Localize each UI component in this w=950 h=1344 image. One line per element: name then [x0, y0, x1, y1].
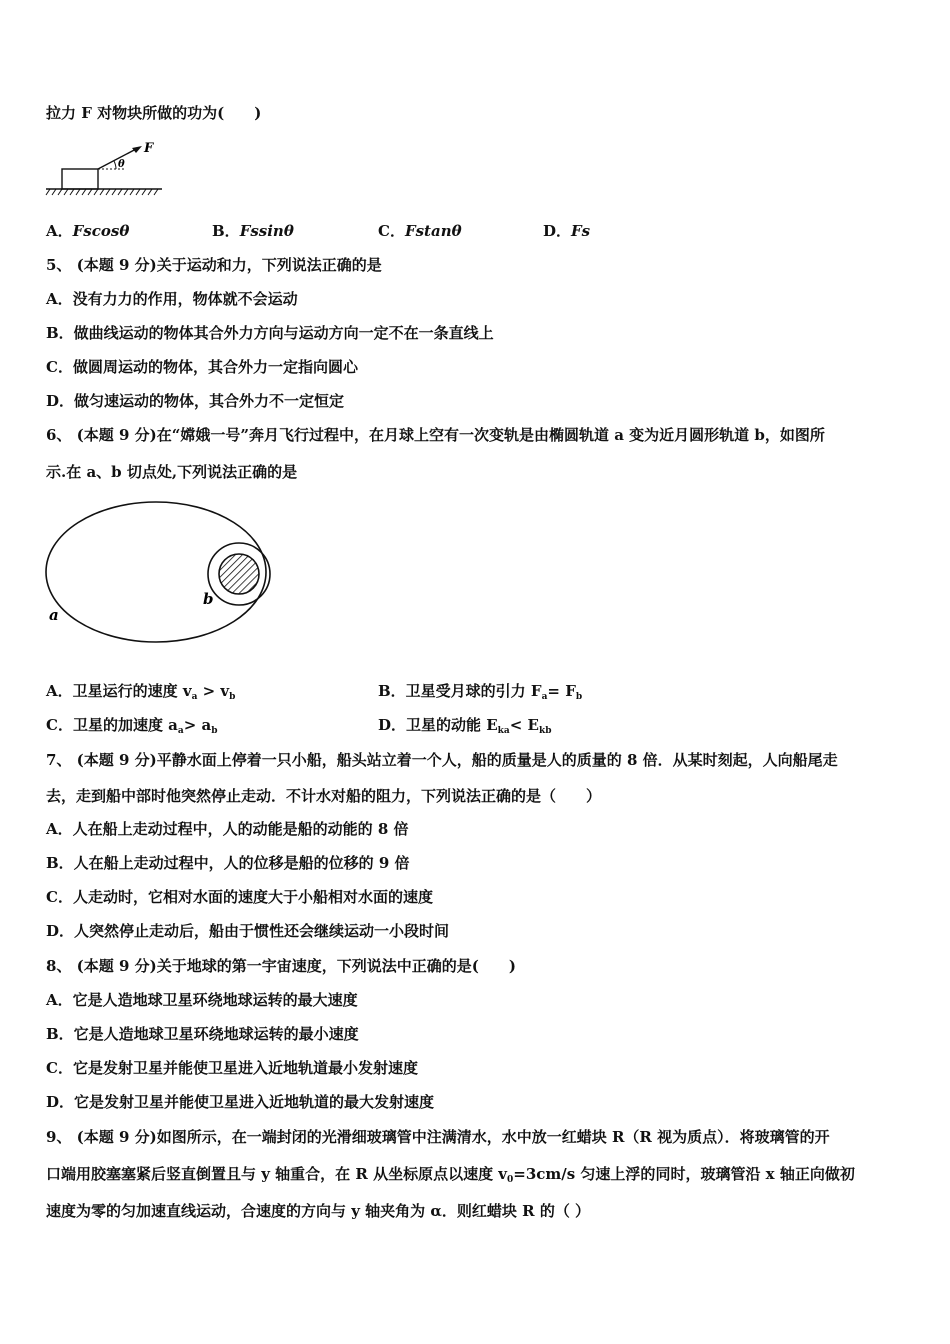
q7-option-a: A．人在船上走动过程中，人的动能是船的动能的 8 倍	[46, 820, 409, 838]
q4-option-c: C．Fstanθ	[378, 222, 462, 240]
q4-stem: 拉力 F 对物块所做的功为( )	[46, 104, 262, 122]
q5-option-b: B．做曲线运动的物体其合外力方向与运动方向一定不在一条直线上	[46, 324, 494, 342]
force-label: F	[144, 141, 154, 156]
q5-option-c: C．做圆周运动的物体，其合外力一定指向圆心	[46, 358, 358, 376]
block-force-figure	[44, 138, 168, 198]
q6-stem-line2: 示.在 a、b 切点处,下列说法正确的是	[46, 463, 298, 481]
q8-option-b: B．它是人造地球卫星环绕地球运转的最小速度	[46, 1025, 359, 1043]
q9-stem-line2: 口端用胶塞塞紧后竖直倒置且与 y 轴重合，在 R 从坐标原点以速度 $v_0=3cm/s$ 匀速上浮的同时，玻璃管沿 x 轴正向做初	[46, 1165, 855, 1185]
q6-option-b: B．卫星受月球的引力 $F_a= F_b$	[378, 682, 583, 702]
q6-option-d: D．卫星的动能 $E_{ka}< E_{kb}$	[378, 716, 552, 736]
q8-stem: 8、 (本题 9 分)关于地球的第一宇宙速度，下列说法中正确的是( )	[46, 957, 516, 975]
q9-stem-line1: 9、 (本题 9 分)如图所示，在一端封闭的光滑细玻璃管中注满清水，水中放一红蜡块 R（R 视为质点）．将玻璃管的开	[46, 1128, 830, 1146]
q7-option-d: D．人突然停止走动后，船由于惯性还会继续运动一小段时间	[46, 922, 450, 940]
orbit-a-label: a	[49, 606, 59, 624]
q7-option-b: B．人在船上走动过程中，人的位移是船的位移的 9 倍	[46, 854, 410, 872]
q5-option-d: D．做匀速运动的物体，其合外力不一定恒定	[46, 392, 345, 410]
q7-stem-line2: 去，走到船中部时他突然停止走动．不计水对船的阻力，下列说法正确的是（ ）	[46, 787, 602, 805]
q6-stem-line1: 6、 (本题 9 分)在“嫦娥一号”奔月飞行过程中，在月球上空有一次变轨是由椭圆轨道 a 变为近月圆形轨道 b，如图所	[46, 426, 825, 444]
q6-option-a: A．卫星运行的速度 $v_a > v_b$	[46, 682, 236, 702]
q9-stem-line3: 速度为零的匀加速直线运动，合速度的方向与 y 轴夹角为 α．则红蜡块 R 的（ ）	[46, 1202, 591, 1220]
q4-option-d: D．Fs	[543, 222, 591, 240]
orbit-b-label: b	[203, 590, 214, 608]
q5-stem: 5、 (本题 9 分)关于运动和力，下列说法正确的是	[46, 256, 382, 274]
q6-option-c: C．卫星的加速度 $a_a> a_b$	[46, 716, 218, 736]
q4-option-a: A．Fscosθ	[46, 222, 130, 240]
q7-stem-line1: 7、 (本题 9 分)平静水面上停着一只小船，船头站立着一个人，船的质量是人的质量的 8 倍．从某时刻起，人向船尾走	[46, 751, 838, 769]
q4-option-b: B．Fssinθ	[212, 222, 294, 240]
q5-option-a: A．没有力力的作用，物体就不会运动	[46, 290, 298, 308]
q8-option-d: D．它是发射卫星并能使卫星进入近地轨道的最大发射速度	[46, 1093, 435, 1111]
q8-option-a: A．它是人造地球卫星环绕地球运转的最大速度	[46, 991, 358, 1009]
q7-option-c: C．人走动时，它相对水面的速度大于小船相对水面的速度	[46, 888, 433, 906]
q8-option-c: C．它是发射卫星并能使卫星进入近地轨道最小发射速度	[46, 1059, 418, 1077]
orbit-figure	[42, 500, 276, 650]
angle-label: θ	[118, 159, 125, 170]
